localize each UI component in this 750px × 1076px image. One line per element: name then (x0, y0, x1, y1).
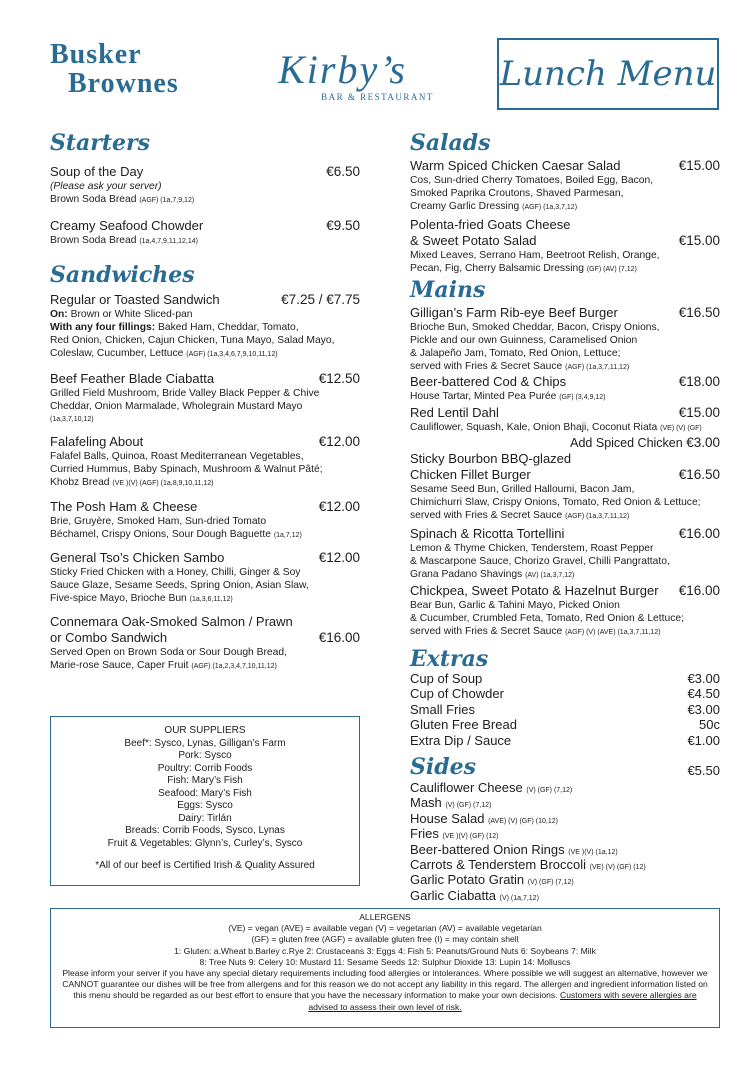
item-desc: Served Open on Brown Soda or Sour Dough Bread, (50, 647, 287, 658)
allergen-codes: (GF) (3,4,9,12) (559, 394, 606, 401)
extra-name: Cup of Soup (410, 671, 483, 686)
item-name: Gilligan’s Farm Rib-eye Beef Burger (410, 305, 618, 320)
item-desc: Chimichurri Slaw, Crispy Onions, Tomato, Red Onion & Lettuce; (410, 497, 701, 508)
supplier-line: Fish: Mary’s Fish (167, 775, 243, 786)
item-desc: Creamy Garlic Dressing (410, 201, 520, 212)
allergen-codes: (AGF) (1a,2,3,4,7,10,11,12) (191, 663, 277, 670)
allergen-codes: (1a,4,7,9,11,12,14) (139, 238, 198, 245)
supplier-line: Poultry: Corrib Foods (157, 762, 253, 774)
allergen-codes: (1a,7,12) (273, 532, 302, 539)
item-price: €12.50 (318, 371, 360, 386)
item-desc: served with Fries & Secret Sauce (410, 361, 563, 372)
extra-row (410, 702, 720, 717)
sides-price: €5.50 (687, 763, 720, 778)
allergen-codes: (VE) (V) (GF) (660, 425, 702, 432)
extra-price: €3.00 (687, 701, 720, 717)
item-desc: Grana Padano Shavings (410, 569, 523, 580)
item-price: €18.00 (678, 374, 720, 389)
item-desc: Smoked Paprika Croutons, Shaved Parmesan, (410, 188, 624, 199)
extra-option-label: Add Spiced Chicken (570, 436, 683, 450)
item-name: Soup of the Day (50, 164, 144, 179)
item-price: €16.00 (678, 583, 720, 598)
menu-title: Lunch Menu (499, 54, 717, 94)
item-desc: Falafel Balls, Quinoa, Roast Mediterranean Vegetables, (50, 451, 304, 462)
item-desc: Brown or White Sliced-pan (67, 309, 193, 320)
supplier-line: Fruit & Vegetables: Glynn’s, Curley’s, Sysco (107, 837, 303, 849)
item-desc: Marie-rose Sauce, Caper Fruit (50, 660, 189, 671)
item-desc: Curried Hummus, Baby Spinach, Mushroom & Walnut Pâté; (50, 464, 323, 475)
allergen-codes: (AGF) (1a,7,9,12) (139, 197, 195, 204)
allergen-codes: (1a,3,6,11,12) (189, 596, 233, 603)
menu-item (410, 526, 720, 582)
busker-brownes-logo (50, 40, 230, 98)
extra-name: Cup of Chowder (410, 686, 504, 702)
item-name: Spinach & Ricotta Tortellini (410, 526, 565, 541)
item-desc: House Tartar, Minted Pea Purée (410, 391, 557, 402)
item-price: €7.25 / €7.75 (281, 292, 360, 307)
menu-item (410, 583, 720, 639)
item-name: Chickpea, Sweet Potato & Hazelnut Burger (410, 583, 659, 598)
item-price: €9.50 (326, 218, 360, 233)
item-name: Polenta-fried Goats Cheese (410, 217, 571, 232)
menu-item (50, 164, 360, 207)
logo-busker-line1: Busker (50, 39, 142, 70)
allergen-codes: (AGF) (V) (AVE) (1a,3,7,11,12) (565, 629, 661, 636)
item-desc: Brie, Gruyère, Smoked Ham, Sun-dried Tomato (50, 516, 267, 527)
extra-price: €1.00 (687, 732, 720, 748)
menu-item (50, 218, 360, 248)
item-name: Falafeling About (50, 434, 144, 449)
extra-name: Small Fries (410, 701, 476, 717)
item-desc: Brioche Bun, Smoked Cheddar, Bacon, Crispy Onions, (410, 322, 660, 333)
allergen-codes: (V) (GF) (7,12) (445, 802, 492, 810)
item-desc: Cos, Sun-dried Cherry Tomatoes, Boiled Egg, Bacon, (410, 175, 654, 186)
allergen-codes: (VE )(V) (AGF) (1a,8,9,10,11,12) (112, 480, 214, 487)
allergen-codes: (1a,3,7,10,12) (50, 416, 94, 423)
allergens-legend: (VE) = vegan (AVE) = available vegan (V) = vegetarian (AV) = available vegetarian (228, 923, 542, 934)
item-price: €6.50 (326, 164, 360, 179)
menu-item (410, 451, 720, 523)
suppliers-footnote: *All of our beef is Certified Irish & Quality Assured (95, 860, 315, 871)
item-desc: Baked Ham, Cheddar, Tomato, (155, 322, 299, 333)
menu-item (410, 217, 720, 276)
extra-price: 50c (699, 717, 720, 733)
extras-heading: Extras (410, 646, 489, 672)
menu-item (410, 374, 720, 404)
side-name: Cauliflower Cheese (410, 780, 523, 795)
menu-item (50, 371, 360, 426)
allergen-codes: (AGF) (1a,3,7,11,12) (565, 364, 630, 371)
sides-heading: Sides (410, 754, 477, 780)
item-price: €15.00 (678, 158, 720, 173)
side-name: Fries (410, 826, 439, 842)
item-name: Creamy Seafood Chowder (50, 218, 204, 233)
allergens-warning: Customers with severe allergies are advised to assess their own level of risk. (308, 990, 697, 1012)
allergen-codes: (V) (GF) (7,12) (526, 787, 573, 794)
menu-item (50, 292, 360, 361)
item-desc: Pecan, Fig, Cherry Balsamic Dressing (410, 263, 584, 274)
item-price: €16.00 (318, 630, 360, 645)
allergen-codes: (AGF) (1a,3,7,11,12) (565, 513, 630, 520)
allergen-codes: (GF) (AV) (7,12) (586, 266, 637, 273)
mains-heading: Mains (410, 277, 486, 303)
item-price: €16.50 (678, 467, 720, 482)
allergens-disclaimer (59, 968, 711, 1013)
side-name: Garlic Potato Gratin (410, 872, 525, 888)
allergens-title: ALLERGENS (359, 912, 411, 922)
supplier-line: Seafood: Mary’s Fish (158, 787, 252, 799)
extra-option-price: €3.00 (686, 435, 720, 450)
side-name: Mash (410, 795, 442, 811)
extra-row (410, 717, 720, 732)
allergen-codes: (V) (1a,7,12) (499, 894, 539, 902)
allergen-codes: (AGF) (1a,3,4,6,7,9,10,11,12) (186, 351, 278, 358)
item-name: Regular or Toasted Sandwich (50, 292, 220, 307)
item-price: €15.00 (678, 233, 720, 248)
suppliers-title: OUR SUPPLIERS (164, 725, 246, 736)
supplier-line: Pork: Sysco (178, 750, 232, 761)
item-desc: Béchamel, Crispy Onions, Sour Dough Baguette (50, 529, 271, 540)
item-desc-label: With any four fillings: (50, 322, 156, 333)
item-name: Beer-battered Cod & Chips (410, 374, 567, 389)
item-price: €16.50 (678, 305, 720, 320)
item-name-line2: or Combo Sandwich (50, 630, 168, 645)
item-name: Beef Feather Blade Ciabatta (50, 371, 215, 386)
item-desc: (Please ask your server) (50, 181, 162, 192)
item-desc-label: On: (50, 309, 68, 320)
logo-kirbys-name: Kirby’s (278, 47, 407, 92)
allergens-codes-list: 1: Gluten: a.Wheat b.Barley c.Rye 2: Crustaceans 3: Eggs 4: Fish 5: Peanuts/Ground Nuts 6: Soybeans 7: Milk (174, 945, 596, 956)
item-price: €15.00 (678, 405, 720, 420)
suppliers-box (50, 716, 360, 886)
extra-row (410, 686, 720, 701)
side-name: House Salad (410, 810, 485, 826)
side-name: Garlic Ciabatta (410, 887, 496, 903)
menu-item (50, 499, 360, 542)
item-desc: & Jalapeño Jam, Tomato, Red Onion, Lettuce; (410, 348, 621, 359)
item-desc: Coleslaw, Cucumber, Lettuce (50, 348, 184, 359)
item-name: Warm Spiced Chicken Caesar Salad (410, 158, 621, 173)
item-price: €12.00 (318, 499, 360, 514)
item-desc: & Mascarpone Sauce, Chorizo Gravel, Chilli Pangrattato, (410, 556, 670, 567)
item-desc: Red Onion, Chicken, Cajun Chicken, Tuna Mayo, Salad Mayo, (50, 335, 335, 346)
supplier-line: Dairy: Tirlán (178, 812, 232, 824)
item-desc: Five-spice Mayo, Brioche Bun (50, 593, 187, 604)
side-item (410, 888, 539, 906)
extra-row (410, 733, 720, 748)
allergen-codes: (AV) (1a,3,7,12) (525, 572, 575, 579)
item-desc: Grilled Field Mushroom, Bride Valley Black Pepper & Chive (50, 388, 320, 399)
allergens-legend: (GF) = gluten free (AGF) = available gluten free (I) = may contain shell (251, 934, 519, 945)
allergen-codes: (VE) (V) (GF) (12) (589, 864, 646, 871)
menu-item (50, 550, 360, 606)
supplier-line: Breads: Corrib Foods, Sysco, Lynas (125, 825, 285, 836)
menu-item (50, 434, 360, 490)
menu-title-box (497, 38, 719, 110)
allergens-box (50, 908, 720, 1028)
menu-item (410, 305, 720, 374)
item-price: €12.00 (318, 550, 360, 565)
allergen-codes: (VE )(V) (GF) (12) (442, 833, 499, 841)
sides-price-row (410, 763, 720, 778)
item-desc: Mixed Leaves, Serrano Ham, Beetroot Relish, Orange, (410, 250, 660, 261)
item-desc: Brown Soda Bread (50, 235, 137, 246)
item-desc: Cheddar, Onion Marmalade, Wholegrain Mustard Mayo (50, 401, 303, 412)
item-desc: Brown Soda Bread (50, 194, 137, 205)
item-desc: Sticky Fried Chicken with a Honey, Chilli, Ginger & Soy (50, 567, 301, 578)
item-name: Sticky Bourbon BBQ-glazed (410, 451, 572, 466)
extra-price: €3.00 (687, 671, 720, 686)
menu-item (410, 158, 720, 214)
allergen-codes: (V) (GF) (7,12) (527, 879, 574, 887)
item-desc: Pickle and our own Guinness, Caramelised Onion (410, 335, 638, 346)
allergens-disclaimer-text: Please inform your server if you have any special dietary requirements including food allergies or intolerances. Where possible we will suggest an alternative, however we CANNOT guarantee our dishes will be free from allergens and for this reason we do not accept any liability in this regard. The allergen and ingredient information listed on this menu should be regarded as our best effort to ensure that you have the necessary information to make your own decisions. (62, 968, 708, 1001)
extra-name: Extra Dip / Sauce (410, 732, 512, 748)
extra-row (410, 671, 720, 686)
side-name: Beer-battered Onion Rings (410, 841, 565, 857)
item-name: The Posh Ham & Cheese (50, 499, 198, 514)
allergen-codes: (VE )(V) (1a,12) (568, 848, 618, 856)
salads-heading: Salads (410, 130, 491, 156)
kirbys-logo (250, 47, 435, 102)
item-desc: Khobz Bread (50, 477, 110, 488)
item-name-line2: Chicken Fillet Burger (410, 467, 531, 482)
item-desc: served with Fries & Secret Sauce (410, 510, 563, 521)
item-price: €16.00 (678, 526, 720, 541)
logo-busker-line2: Brownes (68, 68, 179, 99)
allergen-codes: (AGF) (1a,3,7,12) (522, 204, 578, 211)
item-name: Red Lentil Dahl (410, 405, 499, 420)
item-desc: Sauce Glaze, Sesame Seeds, Spring Onion, Asian Slaw, (50, 580, 309, 591)
supplier-line: Eggs: Sysco (177, 800, 233, 811)
item-desc: Cauliflower, Squash, Kale, Onion Bhaji, Coconut Riata (410, 422, 658, 433)
allergens-codes-list: 8: Tree Nuts 9: Celery 10: Mustard 11: Sesame Seeds 12: Sulphur Dioxide 13: Lupin 14: Molluscs (199, 956, 571, 967)
item-name: Connemara Oak-Smoked Salmon / Prawn (50, 614, 293, 629)
supplier-line: Beef*: Sysco, Lynas, Gilligan’s Farm (124, 737, 286, 749)
sandwiches-heading: Sandwiches (50, 262, 195, 288)
menu-item (50, 614, 360, 673)
allergen-codes: (AVE) (V) (GF) (10,12) (488, 817, 558, 825)
item-price: €12.00 (318, 434, 360, 449)
starters-heading: Starters (50, 130, 151, 156)
item-desc: Sesame Seed Bun, Grilled Halloumi, Bacon Jam, (410, 484, 635, 495)
extra-name: Gluten Free Bread (410, 717, 517, 733)
menu-item (410, 405, 720, 451)
logo-kirbys-sub: BAR & RESTAURANT (321, 92, 434, 102)
item-name-line2: & Sweet Potato Salad (410, 233, 537, 248)
item-name: General Tso’s Chicken Sambo (50, 550, 225, 565)
item-desc: Lemon & Thyme Chicken, Tenderstem, Roast Pepper (410, 543, 654, 554)
extra-price: €4.50 (687, 686, 720, 702)
item-desc: Bear Bun, Garlic & Tahini Mayo, Picked Onion (410, 600, 620, 611)
side-name: Carrots & Tenderstem Broccoli (410, 857, 587, 872)
item-desc: & Cucumber, Crumbled Feta, Tomato, Red Onion & Lettuce; (410, 613, 684, 624)
item-desc: served with Fries & Secret Sauce (410, 626, 563, 637)
